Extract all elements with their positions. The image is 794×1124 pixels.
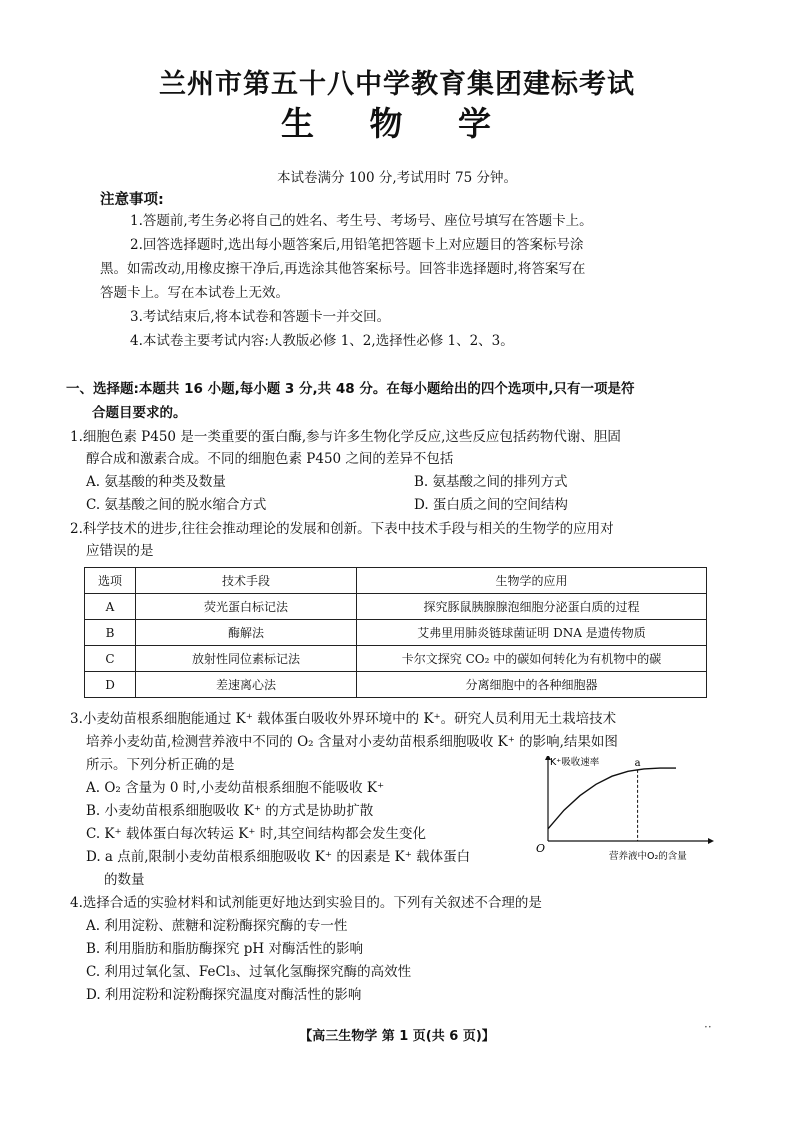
q1-stem-cont: 醇合成和激素合成。不同的细胞色素 P450 之间的差异不包括 — [86, 451, 454, 467]
subject-title: 生 物 学 — [281, 104, 513, 143]
q1-option-b: B. 氨基酸之间的排列方式 — [414, 474, 568, 490]
table-cell: 卡尔文探究 CO₂ 中的碳如何转化为有机物中的碳 — [357, 646, 707, 672]
table-cell: 差速离心法 — [136, 672, 357, 698]
table-cell: 分离细胞中的各种细胞器 — [357, 672, 707, 698]
origin-label: O — [536, 842, 546, 855]
table-row — [85, 646, 707, 672]
k-absorption-curve — [548, 768, 676, 829]
notice-item: 3.考试结束后,将本试卷和答题卡一并交回。 — [130, 309, 391, 325]
table-header-row — [85, 568, 707, 594]
technique-table — [84, 567, 707, 698]
q1-option-d: D. 蛋白质之间的空间结构 — [414, 497, 568, 513]
q4-option-a: A. 利用淀粉、蔗糖和淀粉酶探究酶的专一性 — [86, 918, 348, 934]
q4-option-c: C. 利用过氧化氢、FeCl₃、过氧化氢酶探究酶的高效性 — [86, 964, 412, 980]
q4-option-b: B. 利用脂肪和脂肪酶探究 pH 对酶活性的影响 — [86, 941, 363, 957]
q4-option-d: D. 利用淀粉和淀粉酶探究温度对酶活性的影响 — [86, 987, 362, 1003]
q4-stem: 4.选择合适的实验材料和试剂能更好地达到实验目的。下列有关叙述不合理的是 — [70, 895, 542, 911]
table-cell: 探究豚鼠胰腺腺泡细胞分泌蛋白质的过程 — [357, 594, 707, 620]
table-header: 选项 — [85, 568, 136, 594]
q3-stem-cont: 所示。下列分析正确的是 — [86, 757, 235, 773]
table-cell: 放射性同位素标记法 — [136, 646, 357, 672]
y-axis-label: K⁺吸收速率 — [550, 757, 600, 768]
section-heading-cont: 合题目要求的。 — [92, 405, 187, 421]
table-cell: 艾弗里用肺炎链球菌证明 DNA 是遗传物质 — [357, 620, 707, 646]
q3-option-a: A. O₂ 含量为 0 时,小麦幼苗根系细胞不能吸收 K⁺ — [86, 780, 385, 796]
q3-option-c: C. K⁺ 载体蛋白每次转运 K⁺ 时,其空间结构都会发生变化 — [86, 826, 427, 842]
q2-stem: 2.科学技术的进步,往往会推动理论的发展和创新。下表中技术手段与相关的生物学的应用对 — [70, 521, 614, 537]
notice-item: 黑。如需改动,用橡皮擦干净后,再选涂其他答案标号。回答非选择题时,将答案写在 — [100, 261, 586, 277]
x-axis-arrow-icon — [708, 838, 714, 844]
q1-option-c: C. 氨基酸之间的脱水缩合方式 — [86, 497, 267, 513]
table-header: 生物学的应用 — [357, 568, 707, 594]
k-absorption-chart — [536, 756, 716, 868]
q3-stem-cont: 培养小麦幼苗,检测营养液中不同的 O₂ 含量对小麦幼苗根系细胞吸收 K⁺ 的影响,结果如图 — [86, 734, 618, 750]
q3-option-d: D. a 点前,限制小麦幼苗根系细胞吸收 K⁺ 的因素是 K⁺ 载体蛋白 — [86, 849, 471, 865]
q3-stem: 3.小麦幼苗根系细胞能通过 K⁺ 载体蛋白吸收外界环境中的 K⁺。研究人员利用无土栽培技术 — [70, 711, 617, 727]
table-cell: A — [85, 594, 136, 620]
point-a-label: a — [634, 757, 641, 769]
notice-item: 1.答题前,考生务必将自己的姓名、考生号、考场号、座位号填写在答题卡上。 — [130, 213, 593, 229]
table-row — [85, 620, 707, 646]
table-row — [85, 672, 707, 698]
table-cell: 酶解法 — [136, 620, 357, 646]
table-cell: B — [85, 620, 136, 646]
table-header: 技术手段 — [136, 568, 357, 594]
corner-mark: ·· — [704, 1020, 712, 1034]
x-axis-label: 营养液中O₂的含量 — [609, 851, 687, 862]
table-cell: D — [85, 672, 136, 698]
notice-item: 2.回答选择题时,选出每小题答案后,用铅笔把答题卡上对应题目的答案标号涂 — [130, 237, 584, 253]
q1-stem: 1.细胞色素 P450 是一类重要的蛋白酶,参与许多生物化学反应,这些反应包括药物代谢、胆固 — [70, 429, 621, 445]
q2-stem-cont: 应错误的是 — [86, 543, 154, 559]
q3-option-d-cont: 的数量 — [104, 872, 145, 888]
notice-item: 答题卡上。写在本试卷上无效。 — [100, 285, 289, 301]
q1-option-a: A. 氨基酸的种类及数量 — [86, 474, 226, 490]
page-footer: 【高三生物学 第 1 页(共 6 页)】 — [299, 1029, 495, 1044]
q3-option-b: B. 小麦幼苗根系细胞吸收 K⁺ 的方式是协助扩散 — [86, 803, 374, 819]
table-row — [85, 594, 707, 620]
school-title: 兰州市第五十八中学教育集团建标考试 — [159, 69, 635, 100]
exam-info: 本试卷满分 100 分,考试用时 75 分钟。 — [277, 170, 517, 186]
notice-item: 4.本试卷主要考试内容:人教版必修 1、2,选择性必修 1、2、3。 — [130, 333, 514, 349]
section-heading: 一、选择题:本题共 16 小题,每小题 3 分,共 48 分。在每小题给出的四个选项中,只有一项是符 — [66, 381, 635, 397]
table-cell: C — [85, 646, 136, 672]
table-cell: 荧光蛋白标记法 — [136, 594, 357, 620]
notice-title: 注意事项: — [100, 192, 164, 208]
